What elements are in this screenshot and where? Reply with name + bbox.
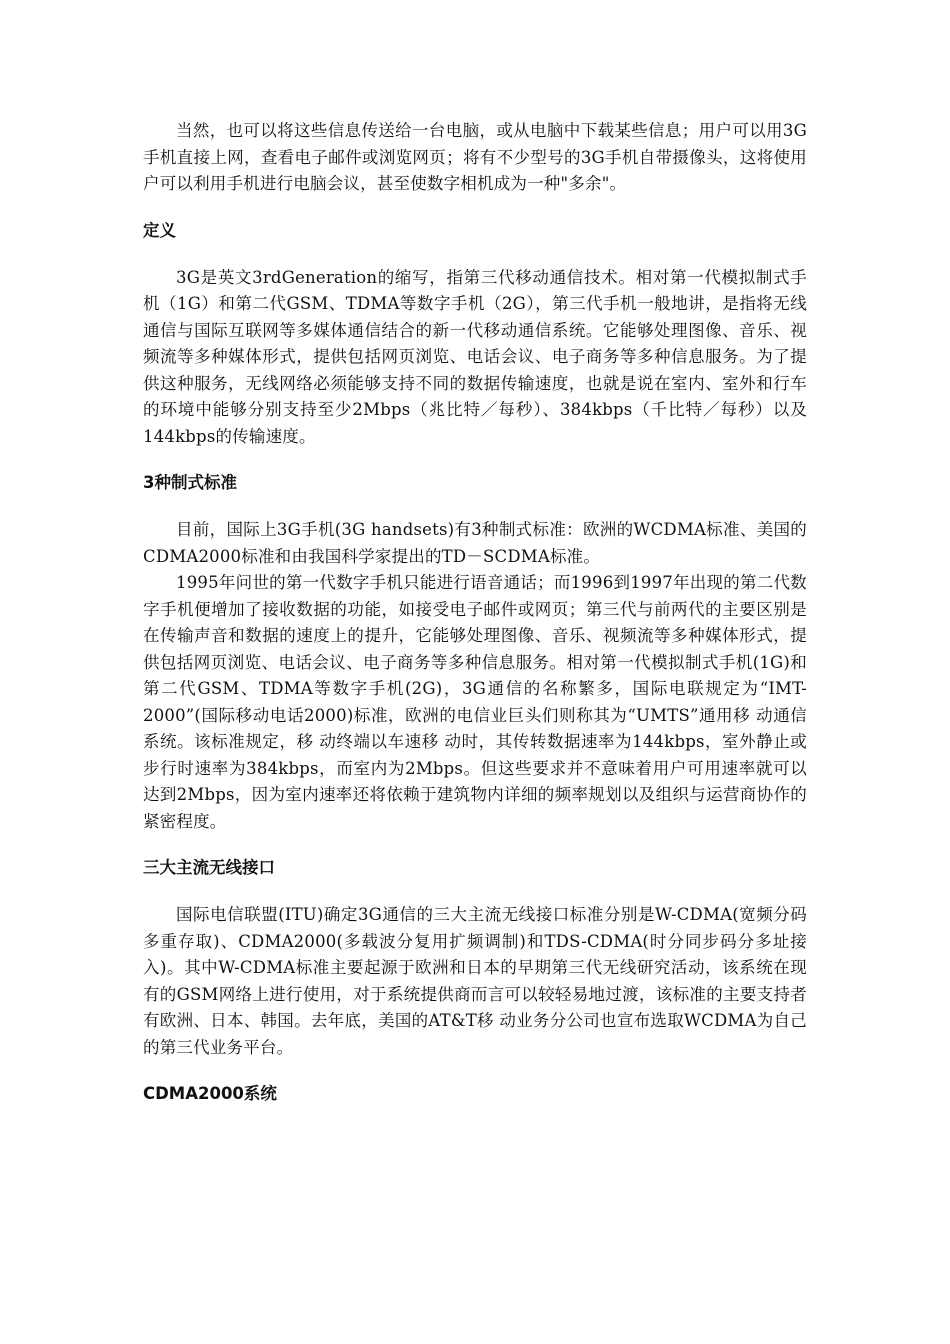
heading-wireless-interfaces: 三大主流无线接口: [143, 858, 275, 877]
standards-paragraph-1: 目前，国际上3G手机(3G handsets)有3种制式标准：欧洲的WCDMA标准、美国的CDMA2000标准和由我国科学家提出的TD－SCDMA标准。: [143, 520, 807, 566]
heading-three-standards: 3种制式标准: [143, 473, 237, 492]
intro-paragraph: 当然，也可以将这些信息传送给一台电脑，或从电脑中下载某些信息；用户可以用3G手机直接上网，查看电子邮件或浏览网页；将有不少型号的3G手机自带摄像头，这将使用户可以利用手机进行电脑会议，甚至使数字相机成为一种"多余"。: [143, 121, 807, 193]
document-page: [143, 118, 807, 1178]
heading-cdma2000: CDMA2000系统: [143, 1084, 277, 1103]
interfaces-paragraph: 国际电信联盟(ITU)确定3G通信的三大主流无线接口标准分别是W-CDMA(宽频分码多重存取)、CDMA2000(多载波分复用扩频调制)和TDS-CDMA(时分同步码分多址接入)。其中W-CDMA标准主要起源于欧洲和日本的早期第三代无线研究活动，该系统在现有的GSM网络上进行使用，对于系统提供商而言可以较轻易地过渡，该标准的主要支持者有欧洲、日本、韩国。去年底，美国的AT&T移 动业务分公司也宣布选取WCDMA为自己的第三代业务平台。: [143, 905, 807, 1057]
definition-paragraph: 3G是英文3rdGeneration的缩写，指第三代移动通信技术。相对第一代模拟制式手机（1G）和第二代GSM、TDMA等数字手机（2G），第三代手机一般地讲，是指将无线通信与国际互联网等多媒体通信结合的新一代移动通信系统。它能够处理图像、音乐、视频流等多种媒体形式，提供包括网页浏览、电话会议、电子商务等多种信息服务。为了提供这种服务，无线网络必须能够支持不同的数据传输速度，也就是说在室内、室外和行车的环境中能够分别支持至少2Mbps（兆比特／每秒）、384kbps（千比特／每秒）以及144kbps的传输速度。: [143, 267, 807, 446]
standards-paragraph-2: 1995年问世的第一代数字手机只能进行语音通话；而1996到1997年出现的第二代数字手机便增加了接收数据的功能，如接受电子邮件或网页；第三代与前两代的主要区别是在传输声音和数据的速度上的提升，它能够处理图像、音乐、视频流等多种媒体形式，提供包括网页浏览、电话会议、电子商务等多种信息服务。相对第一代模拟制式手机(1G)和第二代GSM、TDMA等数字手机(2G)，3G通信的名称繁多，国际电联规定为“IMT-2000”(国际移动电话2000)标准，欧洲的电信业巨头们则称其为“UMTS”通用移 动通信系统。该标准规定，移 动终端以车速移 动时，其传转数据速率为144kbps，室外静止或步行时速率为384kbps，而室内为2Mbps。但这些要求并不意味着用户可用速率就可以达到2Mbps，因为室内速率还将依赖于建筑物内详细的频率规划以及组织与运营商协作的紧密程度。: [143, 573, 807, 831]
heading-definition: 定义: [143, 220, 176, 240]
